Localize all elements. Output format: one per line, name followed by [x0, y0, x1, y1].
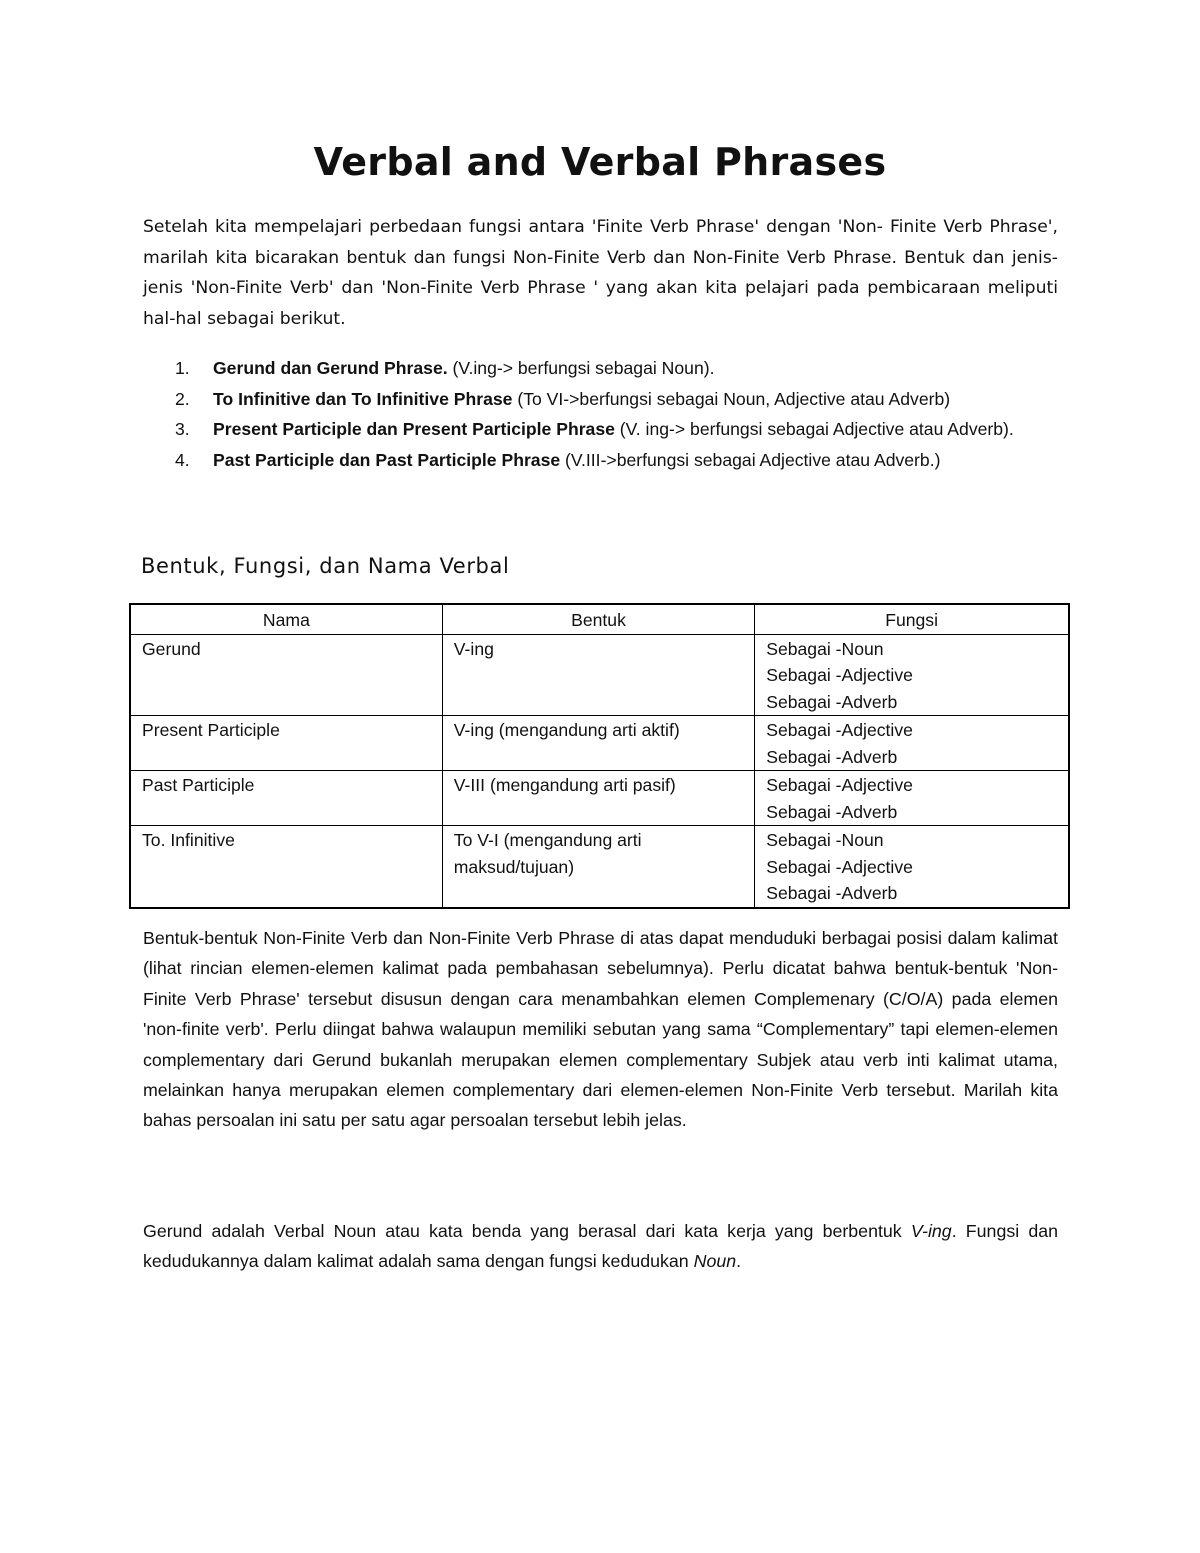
cell-nama: Gerund [130, 634, 442, 716]
page-title: Verbal and Verbal Phrases [313, 140, 887, 184]
list-item-description: (V.III->berfungsi sebagai Adjective atau Adverb.) [560, 449, 941, 470]
list-item [143, 384, 1058, 415]
table-header-row [130, 604, 1069, 634]
fungsi-line: Sebagai -Adverb [766, 801, 898, 822]
fungsi-line: Sebagai -Adverb [766, 691, 898, 712]
paragraph-text: . Fungsi dan kedudukannya dalam kalimat adalah sama dengan fungsi kedudukan [143, 1221, 1058, 1272]
list-item-term: Past Participle dan Past Participle Phrase [213, 449, 561, 470]
cell-fungsi [755, 634, 1069, 716]
list-item-description: (To VI->berfungsi sebagai Noun, Adjective atau Adverb) [512, 388, 951, 409]
fungsi-line: Sebagai -Noun [766, 638, 884, 659]
column-header-fungsi: Fungsi [755, 604, 1069, 634]
list-item-term: Gerund dan Gerund Phrase. [213, 358, 448, 378]
list-item [143, 445, 1058, 476]
table-row [130, 716, 1069, 771]
cell-bentuk: V-III (mengandung arti pasif) [442, 771, 754, 826]
cell-fungsi [755, 826, 1069, 908]
table-row [130, 634, 1069, 716]
list-number: 3. [175, 419, 190, 439]
list-item [143, 353, 1058, 384]
cell-nama: To. Infinitive [130, 826, 442, 908]
gerund-definition-paragraph [143, 1216, 1058, 1277]
fungsi-line: Sebagai -Adjective [766, 775, 913, 795]
fungsi-line: Sebagai -Adjective [766, 720, 913, 740]
list-item-description: (V.ing-> berfungsi sebagai Noun). [447, 358, 715, 378]
intro-paragraph: Setelah kita mempelajari perbedaan fungsi antara 'Finite Verb Phrase' dengan 'Non- Finite Verb Phrase', marilah kita bicarakan bentuk dan fungsi Non-Finite Verb dan Non-Finite Verb Phrase. Bentuk dan jenis-jenis 'Non-Finite Verb' dan 'Non-Finite Verb Phrase ' yang akan kita pelajari pada pembicaraan meliputi hal-hal sebagai berikut. [143, 217, 1058, 329]
list-number: 4. [175, 449, 190, 470]
cell-nama: Present Participle [130, 716, 442, 771]
verbal-types-list [143, 353, 1058, 475]
list-item [143, 414, 1058, 445]
column-header-bentuk: Bentuk [442, 604, 754, 634]
list-item-term: Present Participle dan Present Participle Phrase [213, 419, 615, 439]
list-item-description: (V. ing-> berfungsi sebagai Adjective atau Adverb). [614, 419, 1014, 439]
cell-nama: Past Participle [130, 771, 442, 826]
emphasis-noun: Noun [693, 1251, 737, 1272]
emphasis-v-ing: V-ing [910, 1221, 952, 1241]
cell-bentuk: V-ing (mengandung arti aktif) [442, 716, 754, 771]
list-number: 1. [175, 358, 190, 378]
fungsi-line: Sebagai -Adverb [766, 746, 898, 767]
cell-bentuk: V-ing [442, 634, 754, 716]
table-row [130, 771, 1069, 826]
list-item-term: To Infinitive dan To Infinitive Phrase [213, 388, 513, 409]
section-heading: Bentuk, Fungsi, dan Nama Verbal [141, 554, 510, 578]
table-row [130, 826, 1069, 908]
cell-bentuk: To V-I (mengandung arti maksud/tujuan) [442, 826, 754, 908]
list-number: 2. [175, 388, 190, 409]
paragraph-text: Gerund adalah Verbal Noun atau kata benda yang berasal dari kata kerja yang berbentuk [143, 1221, 911, 1241]
fungsi-line: Sebagai -Adjective [766, 665, 913, 685]
cell-fungsi [755, 771, 1069, 826]
column-header-nama: Nama [130, 604, 442, 634]
fungsi-line: Sebagai -Noun [766, 830, 884, 850]
fungsi-line: Sebagai -Adjective [766, 856, 913, 877]
body-paragraph: Bentuk-bentuk Non-Finite Verb dan Non-Finite Verb Phrase di atas dapat menduduki berbagai posisi dalam kalimat (lihat rincian elemen-elemen kalimat pada pembahasan sebelumnya). Perlu dicatat bahwa bentuk-bentuk 'Non-Finite Verb Phrase' tersebut disusun dengan cara menambahkan elemen Complemenary (C/O/A) pada elemen 'non-finite verb'. Perlu diingat bahwa walaupun memiliki sebutan yang sama “Complementary” tapi elemen-elemen complementary dari Gerund bukanlah merupakan elemen complementary Subjek atau verb inti kalimat utama, melainkan hanya merupakan elemen complementary dari elemen-elemen Non-Finite Verb tersebut. Marilah kita bahas persoalan ini satu per satu agar persoalan tersebut lebih jelas. [143, 928, 1058, 1131]
cell-fungsi [755, 716, 1069, 771]
paragraph-text: . [736, 1251, 742, 1272]
verbal-table [129, 603, 1070, 909]
fungsi-line: Sebagai -Adverb [766, 883, 898, 903]
